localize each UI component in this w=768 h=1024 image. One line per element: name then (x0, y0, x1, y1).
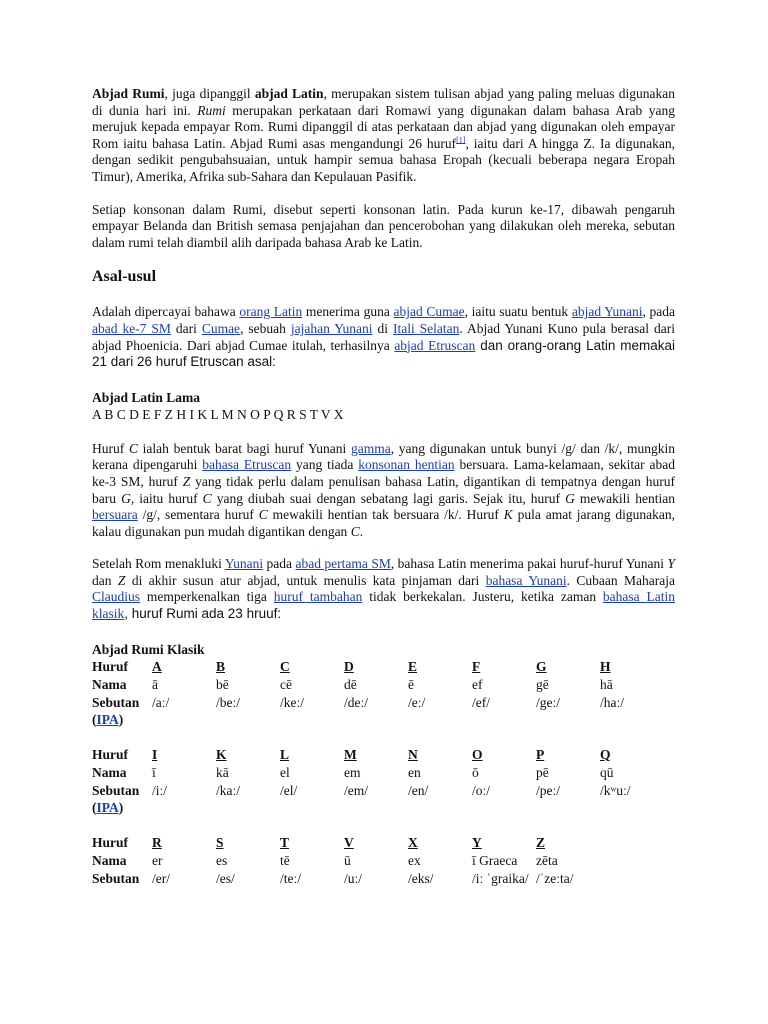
link-itali-selatan[interactable]: Itali Selatan (392, 320, 460, 336)
name-cell: ū (344, 852, 351, 868)
alphabet-row-letters (92, 834, 664, 852)
link-jajahan-yunani[interactable]: jajahan Yunani (290, 320, 373, 336)
row-header: Nama (92, 764, 127, 780)
old-latin-title: Abjad Latin Lama (92, 389, 201, 405)
ipa-cell: /teː/ (280, 870, 301, 886)
letter-cell[interactable]: B (216, 658, 226, 674)
ipa-cell: /aː/ (152, 694, 170, 710)
ipa-cell: /uː/ (344, 870, 363, 886)
rom-paragraph: Setelah Rom menakluki Yunani pada abad pertama SM, bahasa Latin menerima pakai huruf-huruf Yunani Y dan Z di akhir susun atur abjad, untuk menulis kata pinjaman dari bahasa Yunani. Cubaan Maharaja Claudius memperkenalkan tiga huruf tambahan tidak berkekalan. Justeru, ketika zaman bahasa Latin klasik, huruf Rumi ada 23 hruuf: (92, 556, 676, 622)
name-cell: el (280, 764, 290, 780)
name-cell: gē (536, 676, 549, 692)
row-header: Huruf (92, 658, 129, 674)
link-ipa[interactable]: IPA (96, 711, 119, 727)
row-header: Huruf (92, 746, 129, 762)
letter-cell[interactable]: L (280, 746, 290, 762)
row-header: Sebutan (IPA) (92, 694, 140, 727)
link-ipa[interactable]: IPA (96, 799, 119, 815)
letter-cell[interactable]: V (344, 834, 354, 850)
letter-cell[interactable]: N (408, 746, 418, 762)
name-cell: ē (408, 676, 414, 692)
group-spacer (92, 816, 664, 834)
letter-cell[interactable]: E (408, 658, 418, 674)
ipa-cell: /kaː/ (216, 782, 240, 798)
name-cell: ex (408, 852, 421, 868)
link-gamma[interactable]: gamma (350, 440, 391, 456)
alphabet-row-letters (92, 746, 664, 764)
alphabet-row-ipa (92, 870, 664, 888)
ipa-cell: /keː/ (280, 694, 304, 710)
ipa-cell: /deː/ (344, 694, 368, 710)
konsonan-paragraph: Setiap konsonan dalam Rumi, disebut seperti konsonan latin. Pada kurun ke-17, dibawah pengaruh empayar Belanda dan British semasa penjajahan dan pencerobohan yang dilakukan oleh mereka, sebutan dalam rumi telah diambil alih daripada bahasa Arab ke Latin. (92, 201, 675, 250)
letter-cell[interactable]: R (152, 834, 162, 850)
alphabet-row-letters (92, 658, 664, 676)
letter-cell[interactable]: T (280, 834, 290, 850)
letter-cell[interactable]: Y (472, 834, 482, 850)
link-abad-ke-7-sm[interactable]: abad ke-7 SM (92, 320, 171, 336)
alphabet-row-ipa (92, 782, 664, 816)
link-bersuara[interactable]: bersuara (92, 507, 138, 523)
alphabet-row-names (92, 676, 664, 694)
ipa-cell: /en/ (408, 782, 429, 798)
article-body (92, 86, 675, 888)
letter-cell[interactable]: F (472, 658, 481, 674)
row-header: Sebutan (92, 870, 140, 886)
ipa-cell: /geː/ (536, 694, 560, 710)
letter-cell[interactable]: P (536, 746, 545, 762)
ipa-cell: /kʷuː/ (600, 782, 631, 798)
ipa-cell: /es/ (216, 870, 235, 886)
link-bahasa-etruscan[interactable]: bahasa Etruscan (202, 457, 292, 473)
row-header: Nama (92, 852, 127, 868)
link-bahasa-latin-klasik[interactable]: bahasa Latin klasik (92, 589, 675, 622)
letter-cell[interactable]: C (280, 658, 290, 674)
alphabet-row-ipa (92, 694, 664, 728)
name-cell: pē (536, 764, 549, 780)
link-abjad-cumae[interactable]: abjad Cumae (393, 304, 465, 320)
origin-paragraph: Adalah dipercayai bahawa orang Latin menerima guna abjad Cumae, iaitu suatu bentuk abjad Yunani, pada abad ke-7 SM dari Cumae, sebuah jajahan Yunani di Itali Selatan. Abjad Yunani Kuno pula berasal dari abjad Phoenicia. Dari abjad Cumae itulah, terhasilnya abjad Etruscan dan orang-orang Latin memakai 21 dari 26 huruf Etruscan asal: (92, 304, 676, 370)
classic-alphabet-title: Abjad Rumi Klasik (92, 641, 205, 657)
link-cumae[interactable]: Cumae (201, 320, 241, 336)
section-heading: Asal-usul (92, 268, 157, 286)
name-cell: ā (152, 676, 158, 692)
ipa-cell: /er/ (152, 870, 170, 886)
name-cell: en (408, 764, 421, 780)
letter-c-paragraph: Huruf C ialah bentuk barat bagi huruf Yunani gamma, yang digunakan untuk bunyi /g/ dan /k/, mungkin kerana dipengaruhi bahasa Etruscan yang tiada konsonan hentian bersuara. Lama-kelamaan, sekitar abad ke-3 SM, huruf Z yang tidak perlu dalam penulisan bahasa Latin, digantikan di tempatnya dengan huruf baru G, iaitu huruf C yang diubah suai dengan sebatang lagi garis. Sejak itu, huruf G mewakili hentian bersuara /g/, sementara huruf C mewakili hentian tak bersuara /k/. Huruf K pula amat jarang digunakan, kalau digunakan pun mudah digantikan dengan C. (92, 440, 676, 539)
ipa-cell: /beː/ (216, 694, 240, 710)
name-cell: ef (472, 676, 483, 692)
letter-cell[interactable]: D (344, 658, 354, 674)
row-header: Nama (92, 676, 127, 692)
alphabet-row-names (92, 764, 664, 782)
intro-paragraph: Abjad Rumi, juga dipanggil abjad Latin, merupakan sistem tulisan abjad yang paling meluas digunakan di dunia hari ini. Rumi merupakan perkataan dari Romawi yang digunakan dalam bahasa Arab yang merujuk kepada empayar Rom. Rumi dipanggil di atas perkataan dan abjad yang digunakan oleh empayar Rom iaitu bahasa Latin. Abjad Rumi asas mengandungi 26 huruf[1], iaitu dari A hingga Z. Ia digunakan, dengan sedikit pengubahsuaian, untuk hampir semua bahasa Eropah (kecuali beberapa negara Eropah Timur), Amerika, Afrika sub-Sahara dan Kepulauan Pasifik. (92, 86, 675, 184)
letter-cell[interactable]: S (216, 834, 224, 850)
letter-cell[interactable]: Q (600, 746, 611, 762)
link-huruf-tambahan[interactable]: huruf tambahan (273, 589, 363, 605)
ipa-cell: /el/ (280, 782, 298, 798)
group-spacer (92, 728, 664, 746)
ipa-cell: /eks/ (408, 870, 434, 886)
letter-cell[interactable]: M (344, 746, 357, 762)
name-cell: ī Graeca (472, 852, 518, 868)
ipa-cell: /ˈzeːta/ (536, 870, 574, 886)
letter-cell[interactable]: H (600, 658, 611, 674)
link-abad-pertama-sm[interactable]: abad pertama SM (295, 556, 391, 572)
name-cell: tē (280, 852, 290, 868)
name-cell: es (216, 852, 228, 868)
name-cell: ō (472, 764, 479, 780)
ipa-cell: /haː/ (600, 694, 624, 710)
letter-cell[interactable]: A (152, 658, 162, 674)
old-latin-letters: A B C D E F Z H I K L M N O P Q R S T V X (92, 406, 344, 422)
ipa-cell: /em/ (344, 782, 368, 798)
letter-cell[interactable]: X (408, 834, 418, 850)
name-cell: ī (152, 764, 156, 780)
ipa-cell: /eː/ (408, 694, 426, 710)
ipa-cell: /iː/ (152, 782, 168, 798)
ipa-cell: /oː/ (472, 782, 491, 798)
letter-cell[interactable]: Z (536, 834, 546, 850)
name-cell: dē (344, 676, 357, 692)
letter-cell[interactable]: I (152, 746, 158, 762)
link-orang-latin[interactable]: orang Latin (239, 304, 303, 320)
name-cell: bē (216, 676, 229, 692)
term-abjad-latin: abjad Latin (254, 86, 324, 101)
link-konsonan-hentian[interactable]: konsonan hentian (358, 457, 455, 473)
ipa-cell: /ef/ (472, 694, 490, 710)
name-cell: em (344, 764, 361, 780)
link-abjad-etruscan[interactable]: abjad Etruscan (394, 337, 476, 353)
alphabet-row-names (92, 852, 664, 870)
link-claudius[interactable]: Claudius (92, 589, 141, 605)
letter-cell[interactable]: G (536, 658, 547, 674)
footnote-link[interactable]: [1] (456, 135, 466, 145)
row-header: Huruf (92, 834, 129, 850)
name-cell: kā (216, 764, 229, 780)
name-cell: zēta (536, 852, 558, 868)
name-cell: cē (280, 676, 292, 692)
name-cell: er (152, 852, 163, 868)
link-bahasa-yunani[interactable]: bahasa Yunani (485, 572, 567, 588)
row-header: Sebutan (IPA) (92, 782, 140, 815)
link-abjad-yunani[interactable]: abjad Yunani (571, 304, 643, 320)
classic-alphabet-table (92, 658, 664, 888)
term-abjad-rumi: Abjad Rumi (92, 86, 165, 101)
link-yunani[interactable]: Yunani (224, 556, 264, 572)
ipa-cell: /peː/ (536, 782, 560, 798)
name-cell: qū (600, 764, 614, 780)
name-cell: hā (600, 676, 613, 692)
letter-cell[interactable]: K (216, 746, 227, 762)
ipa-cell: /iː ˈgraika/ (472, 870, 529, 886)
letter-cell[interactable]: O (472, 746, 483, 762)
